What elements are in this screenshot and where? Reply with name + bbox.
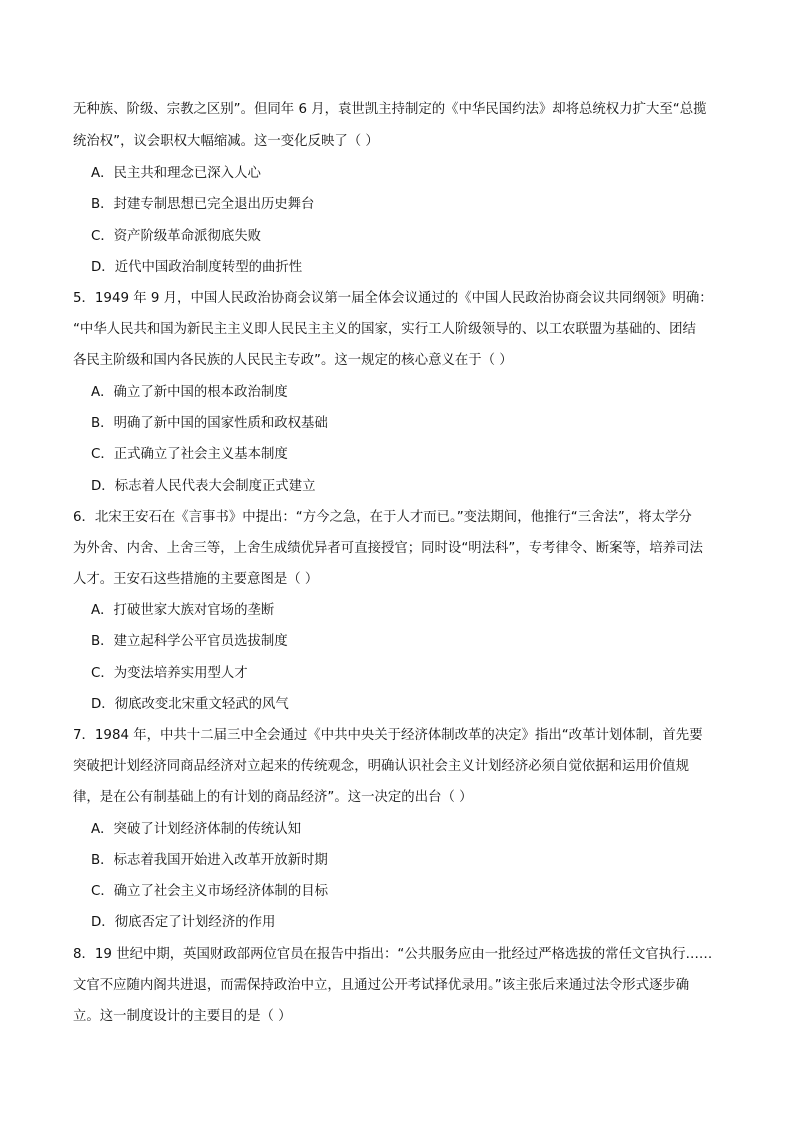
q4-stem-line-1: 无种族、阶级、宗教之区别”。但同年 6 月，袁世凯主持制定的《中华民国约法》却将总统权力扩大至“总揽 bbox=[73, 102, 707, 117]
q6-stem-line-3: 人才。王安石这些措施的主要意图是（ ） bbox=[73, 572, 319, 587]
q6-option-a: A．打破世家大族对官场的垄断 bbox=[91, 603, 275, 618]
q5-stem-line-3: 各民主阶级和国内各民族的人民民主专政”。这一规定的核心意义在于（ ） bbox=[73, 353, 513, 368]
q5-stem-line-2: “中华人民共和国为新民主主义即人民民主主义的国家，实行工人阶级领导的、以工农联盟为基础的、团结 bbox=[73, 322, 696, 337]
q7-stem-line-1: 7．1984 年，中共十二届三中全会通过《中共中央关于经济体制改革的决定》指出“改革计划体制，首先要 bbox=[73, 728, 703, 743]
q5-option-d: D．标志着人民代表大会制度正式建立 bbox=[91, 479, 316, 494]
q6-stem-line-1: 6．北宋王安石在《言事书》中提出：“方今之急，在于人才而已。”变法期间，他推行“三舍法”，将太学分 bbox=[73, 510, 692, 525]
q6-option-c: C．为变法培养实用型人才 bbox=[91, 666, 248, 681]
q8-stem-line-3: 立。这一制度设计的主要目的是（ ） bbox=[73, 1009, 292, 1024]
q7-option-a: A．突破了计划经济体制的传统认知 bbox=[91, 822, 302, 837]
q4-option-a: A．民主共和理念已深入人心 bbox=[91, 166, 261, 181]
q7-option-d: D．彻底否定了计划经济的作用 bbox=[91, 915, 276, 930]
q6-option-b: B．建立起科学公平官员选拔制度 bbox=[91, 634, 288, 649]
q5-option-a: A．确立了新中国的根本政治制度 bbox=[91, 385, 288, 400]
q7-stem-line-2: 突破把计划经济同商品经济对立起来的传统观念，明确认识社会主义计划经济必须自觉依据和运用价值规 bbox=[73, 759, 689, 774]
q7-stem-line-3: 律，是在公有制基础上的有计划的商品经济”。这一决定的出台（ ） bbox=[73, 790, 473, 805]
q4-stem-line-2: 统治权”，议会职权大幅缩减。这一变化反映了（ ） bbox=[73, 134, 379, 149]
q4-option-c: C．资产阶级革命派彻底失败 bbox=[91, 229, 262, 244]
q7-option-c: C．确立了社会主义市场经济体制的目标 bbox=[91, 884, 328, 899]
q8-stem-line-1: 8．19 世纪中期，英国财政部两位官员在报告中指出：“公共服务应由一批经过严格选拔的常任文官执行…… bbox=[73, 947, 713, 962]
q5-stem-line-1: 5．1949 年 9 月，中国人民政治协商会议第一届全体会议通过的《中国人民政治协商会议共同纲领》明确： bbox=[73, 291, 713, 306]
q6-option-d: D．彻底改变北宋重文轻武的风气 bbox=[91, 697, 289, 712]
q5-option-b: B．明确了新中国的国家性质和政权基础 bbox=[91, 416, 328, 431]
q7-option-b: B．标志着我国开始进入改革开放新时期 bbox=[91, 853, 328, 868]
q4-option-d: D．近代中国政治制度转型的曲折性 bbox=[91, 260, 303, 275]
q4-option-b: B．封建专制思想已完全退出历史舞台 bbox=[91, 197, 315, 212]
q8-stem-line-2: 文官不应随内阁共进退，而需保持政治中立，且通过公开考试择优录用。”该主张后来通过法令形式逐步确 bbox=[73, 978, 690, 993]
q5-option-c: C．正式确立了社会主义基本制度 bbox=[91, 447, 288, 462]
q6-stem-line-2: 为外舍、内舍、上舍三等，上舍生成绩优异者可直接授官；同时设“明法科”，专考律令、断案等，培养司法 bbox=[73, 541, 703, 556]
